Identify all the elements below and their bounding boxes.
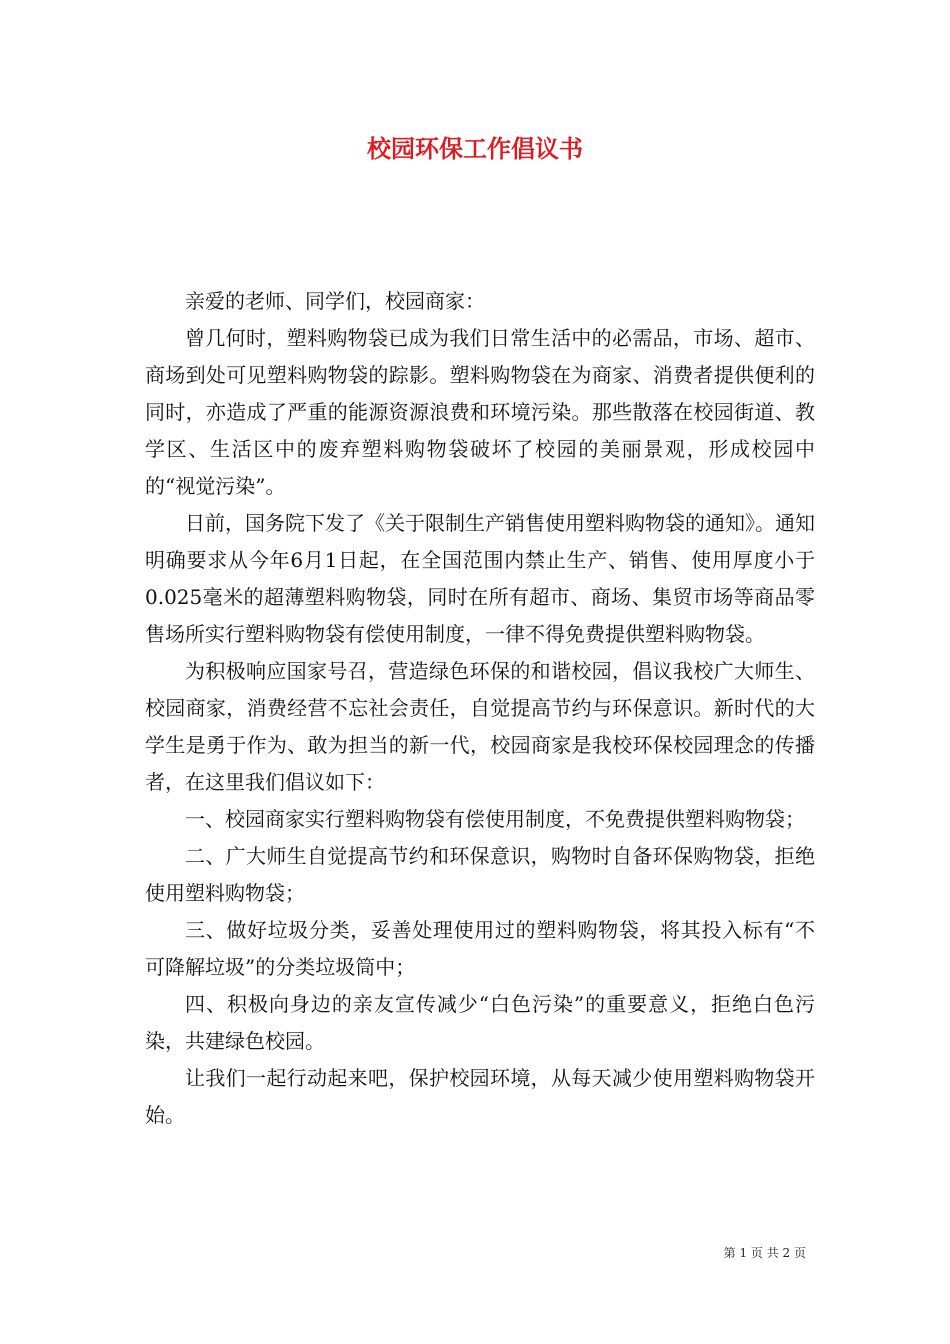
page-number-footer: 第 1 页 共 2 页 <box>723 1246 806 1260</box>
proposal-item: 一、校园商家实行塑料购物袋有偿使用制度，不免费提供塑料购物袋； <box>185 807 805 831</box>
body-paragraph: 曾几何时，塑料购物袋已成为我们日常生活中的必需品，市场、超市、商场到处可见塑料购物袋的踪影。塑料购物袋在为商家、消费者提供便利的同时，亦造成了严重的能源资源浪费和环境污染。那些散落在校园街道、教学区、生活区中的废弃塑料购物袋破坏了校园的美丽景观，形成校园中的“视觉污染”。 <box>145 326 815 498</box>
document-title: 校园环保工作倡议书 <box>367 134 583 163</box>
body-paragraph: 日前，国务院下发了《关于限制生产销售使用塑料购物袋的通知》。通知明确要求从今年6月1日起，在全国范围内禁止生产、销售、使用厚度小于0.025毫米的超薄塑料购物袋，同时在所有超市、商场、集贸市场等商品零售场所实行塑料购物袋有偿使用制度，一律不得免费提供塑料购物袋。 <box>145 511 815 646</box>
proposal-item: 二、广大师生自觉提高节约和环保意识，购物时自备环保购物袋，拒绝使用塑料购物袋； <box>145 844 815 905</box>
body-paragraph: 为积极响应国家号召，营造绿色环保的和谐校园，倡议我校广大师生、校园商家，消费经营不忘社会责任，自觉提高节约与环保意识。新时代的大学生是勇于作为、敢为担当的新一代，校园商家是我校环保校园理念的传播者，在这里我们倡议如下： <box>145 659 815 794</box>
salutation-paragraph: 亲爱的老师、同学们，校园商家： <box>185 289 485 313</box>
proposal-item: 四、积极向身边的亲友宣传减少“白色污染”的重要意义，拒绝白色污染，共建绿色校园。 <box>145 992 815 1053</box>
closing-paragraph: 让我们一起行动起来吧，保护校园环境，从每天减少使用塑料购物袋开始。 <box>145 1066 815 1127</box>
proposal-item: 三、做好垃圾分类，妥善处理使用过的塑料购物袋，将其投入标有“不可降解垃圾”的分类垃圾筒中； <box>145 918 815 979</box>
document-body <box>145 283 815 1134</box>
